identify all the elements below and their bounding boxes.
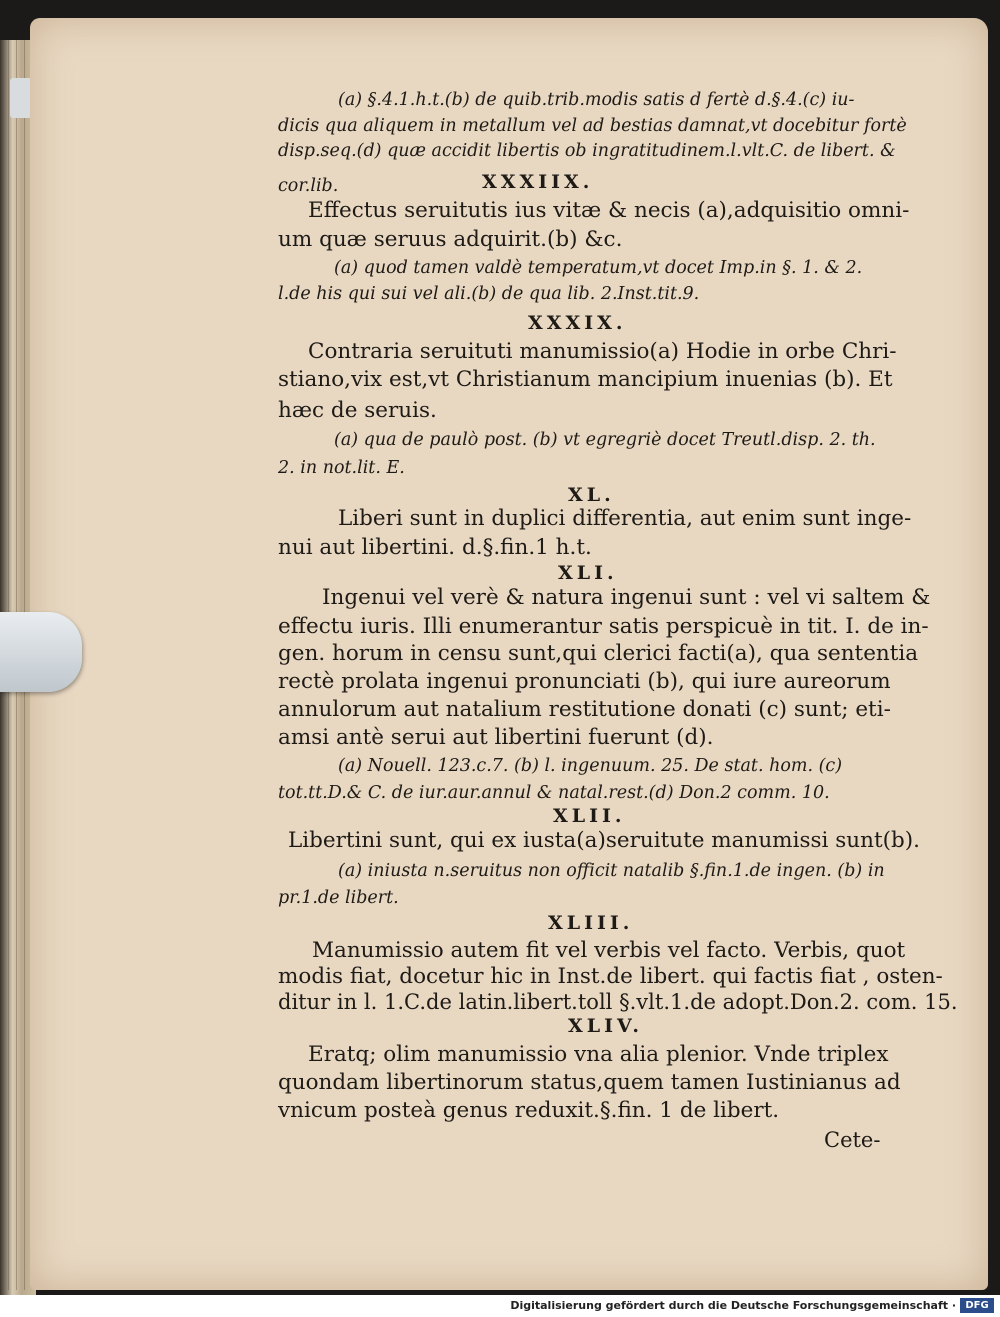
text-line: effectu iuris. Illi enumerantur satis perspicuè in tit. I. de in-: [278, 614, 929, 639]
footnote-line: (a) quod tamen valdè temperatum,vt docet Imp.in §. 1. & 2.: [334, 258, 863, 278]
section-heading: XL.: [568, 484, 615, 506]
footer-bar: [0, 1295, 1000, 1317]
text-line: Libertini sunt, qui ex iusta(a)seruitute manumissi sunt(b).: [288, 828, 920, 853]
footnote-line: disp.seq.(d) quæ accidit libertis ob ingratitudinem.l.vlt.C. de libert. &: [278, 141, 896, 161]
text-line: ditur in l. 1.C.de latin.libert.toll §.vlt.1.de adopt.Don.2. com. 15.: [278, 990, 958, 1015]
text-line: Eratq; olim manumissio vna alia plenior. Vnde triplex: [308, 1042, 889, 1067]
section-heading: XXXIX.: [528, 312, 627, 334]
page-clip: [0, 612, 82, 692]
text-line: um quæ seruus adquirit.(b) &c.: [278, 227, 623, 252]
book-page: [30, 18, 988, 1290]
footnote-line: (a) §.4.1.h.t.(b) de quib.trib.modis satis d fertè d.§.4.(c) iu-: [338, 90, 855, 110]
text-line: Liberi sunt in duplici differentia, aut enim sunt inge-: [338, 506, 912, 531]
text-line: gen. horum in censu sunt,qui clerici facti(a), qua sententia: [278, 641, 919, 666]
footnote-line: pr.1.de libert.: [278, 888, 399, 908]
footnote-line: (a) iniusta n.seruitus non officit natalib §.fin.1.de ingen. (b) in: [338, 861, 885, 881]
text-line: Effectus seruitutis ius vitæ & necis (a),adquisitio omni-: [308, 198, 910, 223]
section-heading: XLII.: [553, 805, 626, 827]
footnote-line: l.de his qui sui vel ali.(b) de qua lib. 2.Inst.tit.9.: [278, 284, 700, 304]
paper-tab: [10, 78, 32, 118]
text-line: stiano,vix est,vt Christianum mancipium inuenias (b). Et: [278, 367, 893, 392]
text-line: modis fiat, docetur hic in Inst.de libert. qui factis fiat , osten-: [278, 964, 943, 989]
text-line: vnicum posteà genus reduxit.§.fin. 1 de libert.: [278, 1098, 780, 1123]
footnote-line: cor.lib.: [278, 176, 339, 196]
text-line: quondam libertinorum status,quem tamen Iustinianus ad: [278, 1070, 901, 1095]
footnote-line: tot.tt.D.& C. de iur.aur.annul & natal.rest.(d) Don.2 comm. 10.: [278, 783, 830, 803]
text-line: amsi antè serui aut libertini fuerunt (d).: [278, 725, 714, 750]
funding-credit: Digitalisierung gefördert durch die Deutsche Forschungsgemeinschaft ·: [510, 1299, 956, 1312]
text-line: annulorum aut natalium restitutione donati (c) sunt; eti-: [278, 697, 891, 722]
footnote-line: 2. in not.lit. E.: [278, 458, 405, 478]
text-line: Manumissio autem fit vel verbis vel facto. Verbis, quot: [312, 938, 906, 963]
footnote-line: (a) Nouell. 123.c.7. (b) l. ingenuum. 25. De stat. hom. (c): [338, 756, 843, 776]
footnote-line: dicis qua aliquem in metallum vel ad bestias damnat,vt docebitur fortè: [278, 116, 907, 136]
section-heading: XXXIIX.: [482, 171, 594, 193]
text-line: hæc de seruis.: [278, 398, 437, 423]
section-heading: XLIII.: [548, 912, 634, 934]
dfg-logo-icon: DFG: [960, 1298, 994, 1313]
text-line: nui aut libertini. d.§.fin.1 h.t.: [278, 535, 592, 560]
footnote-line: (a) qua de paulò post. (b) vt egregriè docet Treutl.disp. 2. th.: [334, 430, 876, 450]
text-line: Contraria seruituti manumissio(a) Hodie in orbe Chri-: [308, 339, 897, 364]
section-heading: XLIV.: [568, 1015, 644, 1037]
catchword: Cete-: [824, 1128, 881, 1152]
section-heading: XLI.: [558, 562, 618, 584]
text-line: rectè prolata ingenui pronunciati (b), qui iure aureorum: [278, 669, 891, 694]
text-line: Ingenui vel verè & natura ingenui sunt : vel vi saltem &: [322, 585, 931, 610]
